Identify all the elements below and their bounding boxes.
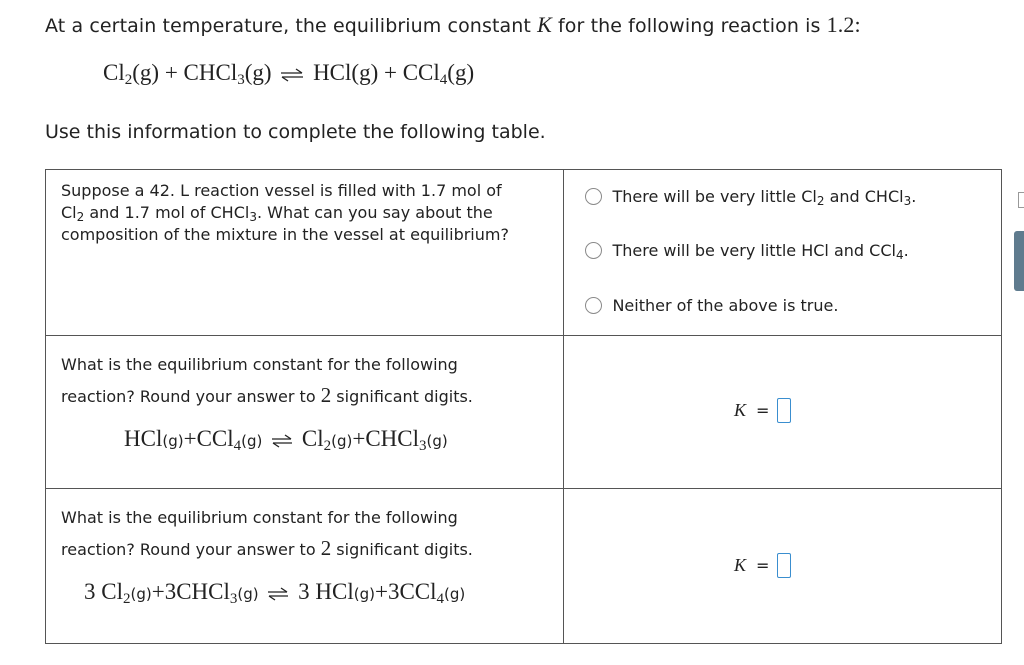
intro-text: At a certain temperature, the equilibrium constant K for the following reaction is 1.2: (45, 12, 861, 37)
k-label: K (734, 555, 747, 575)
side-panel-bracket (1018, 192, 1024, 208)
reverse-reaction-equation: HCl(g)+CCl$_4$(g) $Cl_2(g)+CHCl_3(g)$ (124, 426, 448, 454)
equilibrium-arrow-icon (270, 434, 294, 448)
k-answer-line: K = (524, 398, 1001, 423)
radio-button[interactable] (585, 242, 602, 259)
tripled-reaction-equation: 3 $Cl_2(g)+3CHCl_3(g)$ 3 HCl(g)+3CCl$_4$(g) (84, 579, 466, 607)
answer-cell-2 (564, 336, 1002, 489)
option-label: There will be very little $Cl_2$ and CHCl$_3$. (612, 187, 917, 208)
radio-button[interactable] (585, 297, 602, 314)
radio-button[interactable] (585, 188, 602, 205)
question-table (45, 169, 1002, 644)
table-row (46, 489, 1002, 644)
main-equation: $Cl_2(g)$ + CHCl$_3$(g) HCl(g) + CCl$_4$(g) (103, 60, 475, 88)
option-label: Neither of the above is true. (612, 296, 839, 315)
k-answer-input[interactable] (777, 398, 791, 423)
side-panel-tab[interactable] (1014, 231, 1024, 291)
k-symbol: K (537, 12, 552, 37)
question-cell-3: What is the equilibrium constant for the following reaction? Round your answer to 2 significant digits. 3 $Cl_2(g)+3CHCl_3(g)$ 3 HCl(g)+3CCl$_4$(g) (46, 489, 564, 644)
k-value: 1.2 (826, 12, 855, 37)
option-little-cl2-chcl3[interactable] (585, 187, 1001, 206)
question-cell-1: Suppose a 42. L reaction vessel is filled with 1.7 mol of $Cl_2$ and 1.7 mol of CHCl$_3$. What can you say about the composition of the mixture in the vessel at equilibrium? (46, 170, 564, 336)
instruction-text: Use this information to complete the following table. (45, 121, 546, 143)
question-cell-2: What is the equilibrium constant for the following reaction? Round your answer to 2 significant digits. HCl(g)+CCl$_4$(g) $Cl_2(g)+CHCl_3(g)$ (46, 336, 564, 489)
answer-cell-1 (564, 170, 1002, 336)
k-label: K (734, 400, 747, 420)
option-neither[interactable] (585, 296, 1001, 315)
table-row (46, 170, 1002, 336)
k-answer-input[interactable] (777, 553, 791, 578)
table-row (46, 336, 1002, 489)
answer-cell-3 (564, 489, 1002, 644)
k-answer-line: K = (524, 553, 1001, 578)
option-label: There will be very little HCl and CCl$_4$. (612, 241, 909, 262)
equilibrium-arrow-icon (266, 587, 290, 601)
equilibrium-arrow-icon (279, 68, 305, 82)
option-little-hcl-ccl4[interactable] (585, 241, 1001, 260)
